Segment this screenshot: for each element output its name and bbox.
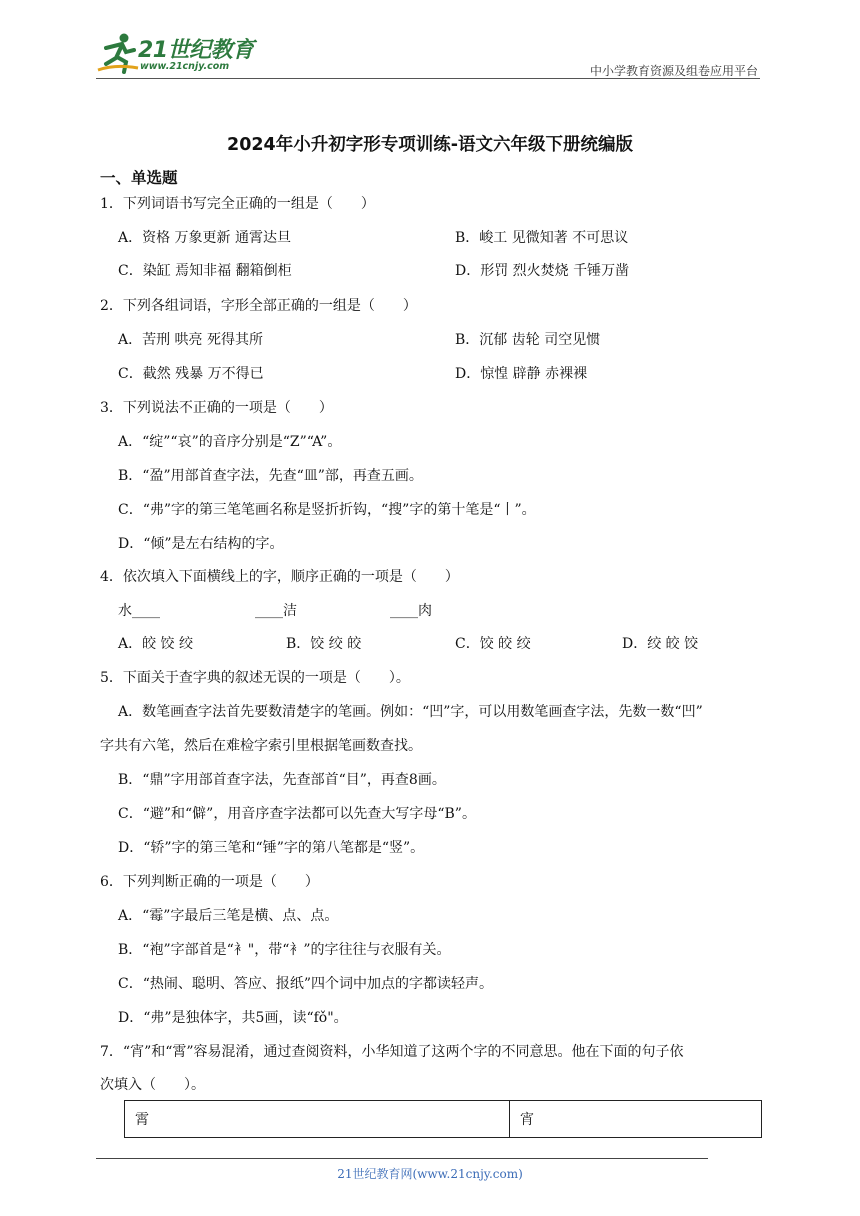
question-1-option-a: A．资格 万象更新 通霄达旦 — [118, 230, 292, 246]
question-6-option-d: D．“弗”是独体字，共5画，读“fǒ"。 — [118, 1010, 348, 1026]
logo-text: 21世纪教育 — [138, 38, 254, 63]
question-7-stem-line-2: 次填入（ ）。 — [100, 1077, 205, 1093]
question-2-option-b: B．沉郁 齿轮 司空见惯 — [455, 332, 601, 348]
page-header — [96, 30, 760, 80]
footer-divider — [96, 1158, 708, 1159]
question-6-option-a: A．“霉”字最后三笔是横、点、点。 — [118, 908, 339, 924]
question-5-option-d: D．“轿”字的第三笔和“锤”字的第八笔都是“竖”。 — [118, 840, 425, 856]
question-3-option-b: B．“盈”用部首查字法，先查“皿”部，再查五画。 — [118, 468, 423, 484]
platform-label: 中小学教育资源及组卷应用平台 — [589, 64, 758, 78]
table-cell-xiao-cloud: 霄 — [125, 1101, 510, 1138]
header-divider — [96, 78, 760, 79]
logo-url: www.21cnjy.com — [140, 61, 230, 72]
question-7-stem-line-1: 7．“宵”和“霄”容易混淆，通过查阅资料，小华知道了这两个字的不同意思。他在下面的句子依 — [100, 1044, 684, 1060]
question-1-option-b: B．峻工 见微知著 不可思议 — [455, 230, 629, 246]
section-heading: 一、单选题 — [100, 169, 178, 187]
question-7-table — [124, 1100, 762, 1138]
question-5-option-a-line-2: 字共有六笔，然后在难检字索引里根据笔画数查找。 — [100, 738, 422, 754]
question-5-option-c: C．“避”和“僻”，用音序查字法都可以先查大写字母“B”。 — [118, 806, 476, 822]
logo — [96, 30, 266, 76]
table-cell-xiao-night: 宵 — [510, 1101, 762, 1138]
question-4-option-a: A．皎 饺 绞 — [118, 636, 194, 652]
question-4-blank-3: ____肉 — [390, 603, 432, 619]
document-title: 2024年小升初字形专项训练-语文六年级下册统编版 — [227, 135, 633, 155]
question-5-stem: 5．下面关于查字典的叙述无误的一项是（ ）。 — [100, 670, 410, 686]
question-3-option-a: A．“绽”“哀”的音序分别是“Z”“A”。 — [118, 434, 342, 450]
question-6-option-c: C．“热闹、聪明、答应、报纸”四个词中加点的字都读轻声。 — [118, 976, 494, 992]
question-1-stem: 1．下列词语书写完全正确的一组是（ ） — [100, 196, 375, 212]
runner-logo-icon — [96, 30, 140, 76]
question-6-option-b: B．“袍”字部首是“衤"，带“衤”的字往往与衣服有关。 — [118, 942, 451, 958]
question-4-blank-2: ____洁 — [255, 603, 297, 619]
question-3-option-c: C．“弗”字的第三笔笔画名称是竖折折钩，“搜”字的第十笔是“丨”。 — [118, 502, 536, 518]
question-1-option-c: C．染缸 焉知非福 翻箱倒柜 — [118, 263, 292, 279]
question-4-blank-1: 水____ — [118, 603, 160, 619]
question-2-option-d: D．惊惶 辟静 赤裸裸 — [455, 366, 588, 382]
question-4-stem: 4．依次填入下面横线上的字，顺序正确的一项是（ ） — [100, 569, 459, 585]
question-1-option-d: D．形罚 烈火焚烧 千锤万凿 — [455, 263, 630, 279]
question-2-stem: 2．下列各组词语，字形全部正确的一组是（ ） — [100, 298, 417, 314]
question-6-stem: 6．下列判断正确的一项是（ ） — [100, 874, 319, 890]
question-5-option-b: B．“鼎”字用部首查字法，先查部首“目”，再查8画。 — [118, 772, 446, 788]
table-row — [125, 1101, 762, 1138]
question-3-option-d: D．“倾”是左右结构的字。 — [118, 536, 284, 552]
question-4-option-b: B．饺 绞 皎 — [286, 636, 362, 652]
footer-link[interactable]: 21世纪教育网(www.21cnjy.com) — [337, 1167, 523, 1181]
question-3-stem: 3．下列说法不正确的一项是（ ） — [100, 400, 333, 416]
question-4-option-d: D．绞 皎 饺 — [622, 636, 699, 652]
question-2-option-c: C．截然 残暴 万不得已 — [118, 366, 264, 382]
question-5-option-a-line-1: A．数笔画查字法首先要数清楚字的笔画。例如：“凹”字，可以用数笔画查字法，先数一数“凹” — [118, 704, 703, 720]
question-4-option-c: C．饺 皎 绞 — [455, 636, 531, 652]
question-2-option-a: A．苦刑 哄亮 死得其所 — [118, 332, 264, 348]
